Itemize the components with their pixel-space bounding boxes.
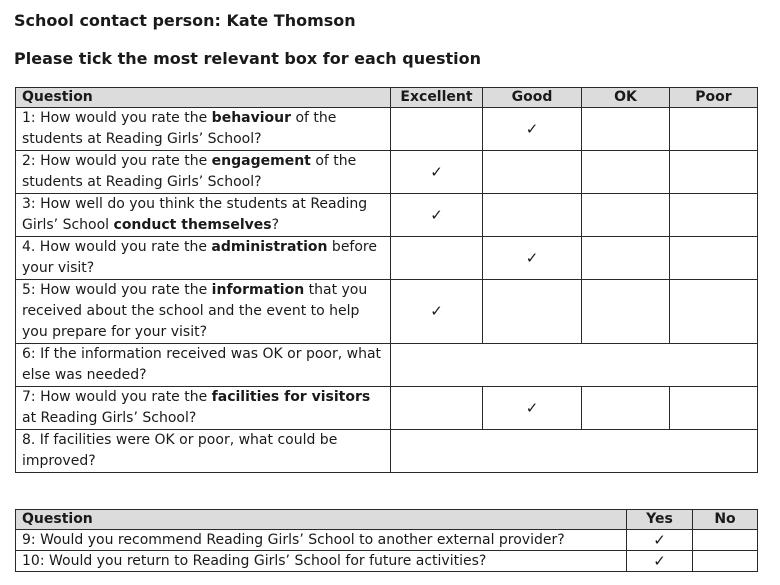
question-row-5 [16,280,758,344]
tick-box-yes[interactable] [627,551,693,572]
tick-box-good[interactable] [483,194,582,237]
tick-box-ok[interactable] [582,237,670,280]
yesno-row-9 [16,530,758,551]
question-text: 6: If the information received was OK or poor, what else was needed? [16,344,391,387]
check-icon: ✓ [525,119,539,138]
tick-box-good[interactable] [483,280,582,344]
question-text: 9: Would you recommend Reading Girls’ School to another external provider? [16,530,627,551]
tick-box-ok[interactable] [582,108,670,151]
rating-table [15,87,758,473]
col-question: Question [16,510,627,530]
question-row-2 [16,151,758,194]
check-icon: ✓ [525,398,539,417]
question-text: 2: How would you rate the engagement of the students at Reading Girls’ School? [16,151,391,194]
question-text: 1: How would you rate the behaviour of the students at Reading Girls’ School? [16,108,391,151]
question-row-3 [16,194,758,237]
question-text: 10: Would you return to Reading Girls’ School for future activities? [16,551,627,572]
question-row-4 [16,237,758,280]
col-excellent: Excellent [391,88,483,108]
yesno-table [15,509,758,572]
check-icon: ✓ [430,162,443,181]
question-text: 8. If facilities were OK or poor, what could be improved? [16,430,391,473]
tick-box-ok[interactable] [582,387,670,430]
tick-box-poor[interactable] [670,237,758,280]
tick-box-ok[interactable] [582,194,670,237]
tick-box-excellent[interactable] [391,280,483,344]
col-yes: Yes [627,510,693,530]
question-row-7 [16,387,758,430]
question-text: 7: How would you rate the facilities for visitors at Reading Girls’ School? [16,387,391,430]
tick-box-ok[interactable] [582,151,670,194]
tick-box-excellent[interactable] [391,387,483,430]
tick-box-poor[interactable] [670,194,758,237]
check-icon: ✓ [430,302,443,320]
yesno-header-row [16,510,758,530]
tick-box-good[interactable] [483,108,582,151]
free-text-answer-cell[interactable] [391,344,758,387]
check-icon: ✓ [525,248,539,267]
col-poor: Poor [670,88,758,108]
check-icon: ✓ [653,531,666,549]
tick-box-excellent[interactable] [391,237,483,280]
check-icon: ✓ [653,552,666,570]
check-icon: ✓ [430,205,443,224]
col-no: No [693,510,758,530]
instruction-text: Please tick the most relevant box for each question [14,49,481,68]
col-good: Good [483,88,582,108]
question-row-8 [16,430,758,473]
col-question: Question [16,88,391,108]
tick-box-yes[interactable] [627,530,693,551]
tick-box-good[interactable] [483,387,582,430]
rating-header-row [16,88,758,108]
tick-box-no[interactable] [693,530,758,551]
question-text: 5: How would you rate the information that you received about the school and the event to help you prepare for your visit? [16,280,391,344]
tick-box-ok[interactable] [582,280,670,344]
tick-box-good[interactable] [483,151,582,194]
tick-box-poor[interactable] [670,387,758,430]
tick-box-no[interactable] [693,551,758,572]
tick-box-good[interactable] [483,237,582,280]
col-ok: OK [582,88,670,108]
tick-box-poor[interactable] [670,280,758,344]
tick-box-excellent[interactable] [391,151,483,194]
question-text: 4. How would you rate the administration before your visit? [16,237,391,280]
question-text: 3: How well do you think the students at Reading Girls’ School conduct themselves? [16,194,391,237]
tick-box-excellent[interactable] [391,108,483,151]
tick-box-poor[interactable] [670,151,758,194]
tick-box-excellent[interactable] [391,194,483,237]
tick-box-poor[interactable] [670,108,758,151]
yesno-row-10 [16,551,758,572]
question-row-6 [16,344,758,387]
question-row-1 [16,108,758,151]
free-text-answer-cell[interactable] [391,430,758,473]
contact-person: School contact person: Kate Thomson [14,11,356,30]
